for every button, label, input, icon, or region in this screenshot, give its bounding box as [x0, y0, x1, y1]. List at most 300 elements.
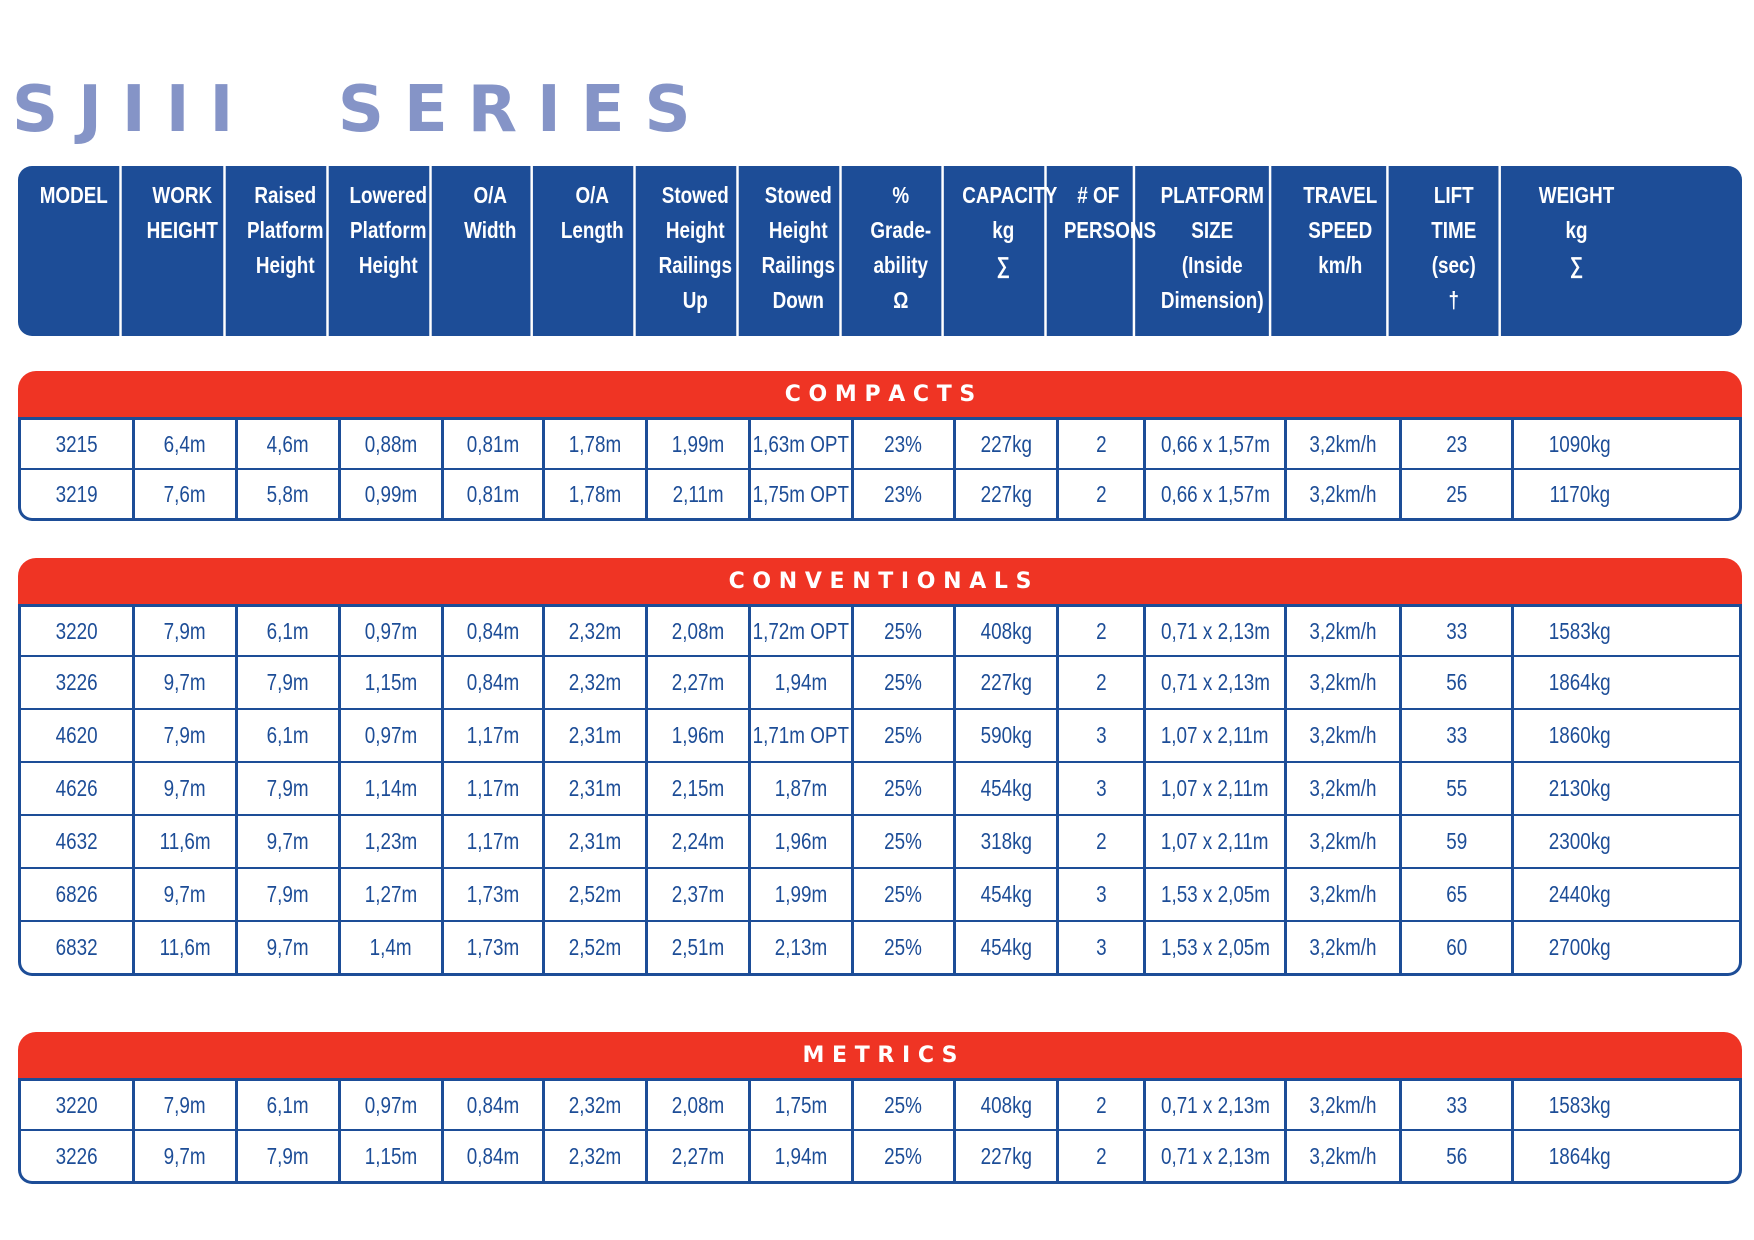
- cell-value: 1,87m: [774, 775, 828, 801]
- cell-value: 33: [1446, 722, 1467, 748]
- cell-value: 1,07 x 2,11m: [1161, 775, 1269, 801]
- table-cell: [648, 816, 751, 867]
- cell-value: 1,07 x 2,11m: [1161, 828, 1269, 854]
- table-cell: [1514, 470, 1645, 518]
- cell-value: 55: [1446, 775, 1467, 801]
- table-cell: [444, 922, 545, 973]
- table-row: [21, 761, 1739, 814]
- table-cell: [751, 420, 854, 468]
- table-cell: [1514, 922, 1645, 973]
- table-cell: [1146, 657, 1287, 708]
- table-cell: [444, 420, 545, 468]
- table-cell: [238, 1131, 341, 1181]
- table-cell: [444, 1131, 545, 1181]
- column-header: TRAVEL SPEED km/h: [1294, 166, 1388, 336]
- cell-value: 25%: [884, 934, 923, 960]
- table-cell: [341, 763, 444, 814]
- cell-value: 1,78m: [568, 480, 622, 507]
- table-cell: [545, 470, 648, 518]
- cell-value: 590kg: [980, 722, 1032, 748]
- table-cell: [854, 816, 956, 867]
- column-header: % Grade- ability Ω: [860, 166, 944, 336]
- table-cell: [751, 763, 854, 814]
- cell-value: 25%: [884, 881, 923, 907]
- cell-value: 0,71 x 2,13m: [1160, 1142, 1270, 1169]
- cell-value: 3226: [55, 1142, 98, 1169]
- table-cell: [1402, 922, 1514, 973]
- table-cell: [444, 763, 545, 814]
- table-cell: [1402, 763, 1514, 814]
- table-cell: [444, 607, 545, 655]
- cell-value: 1,99m: [774, 881, 828, 907]
- column-header: Stowed Height Railings Down: [757, 166, 841, 336]
- cell-value: 25%: [884, 617, 923, 644]
- table-cell: [1402, 1131, 1514, 1181]
- cell-value: 33: [1446, 617, 1467, 644]
- table-cell: [1287, 763, 1402, 814]
- table-cell: [444, 1081, 545, 1129]
- table-cell: [956, 922, 1059, 973]
- cell-value: 3,2km/h: [1309, 722, 1377, 748]
- table-cell: [854, 763, 956, 814]
- cell-value: 1,14m: [364, 775, 418, 801]
- cell-value: 1170kg: [1549, 480, 1610, 507]
- cell-value: 3226: [55, 669, 98, 695]
- cell-value: 3: [1095, 881, 1107, 907]
- table-cell: [444, 816, 545, 867]
- table-cell: [956, 607, 1059, 655]
- table-cell: [135, 420, 238, 468]
- cell-value: 5,8m: [267, 480, 309, 507]
- table-cell: [648, 470, 751, 518]
- cell-value: 2,15m: [671, 775, 725, 801]
- section-metrics: [18, 1032, 1742, 1184]
- table-cell: [648, 657, 751, 708]
- table-cell: [21, 1131, 135, 1181]
- cell-value: 3215: [55, 430, 98, 457]
- cell-value: 1,94m: [774, 669, 828, 695]
- cell-value: 2,32m: [568, 1142, 622, 1169]
- table-cell: [956, 657, 1059, 708]
- table-cell: [1059, 470, 1146, 518]
- table-cell: [444, 657, 545, 708]
- table-cell: [1059, 657, 1146, 708]
- table-cell: [1514, 420, 1645, 468]
- cell-value: 1,72m OPT: [752, 617, 850, 644]
- section-title: C O N V E N T I O N A L S: [728, 568, 1032, 594]
- table-cell: [238, 816, 341, 867]
- cell-value: 11,6m: [159, 828, 211, 854]
- table-cell: [1514, 1081, 1645, 1129]
- table-cell: [1059, 607, 1146, 655]
- table-cell: [751, 1131, 854, 1181]
- table-cell: [21, 420, 135, 468]
- cell-value: 2,52m: [568, 934, 622, 960]
- cell-value: 0,84m: [466, 617, 520, 644]
- cell-value: 2: [1095, 1091, 1107, 1118]
- cell-value: 3,2km/h: [1309, 934, 1377, 960]
- table-cell: [21, 922, 135, 973]
- table-cell: [1514, 763, 1645, 814]
- table-row: [21, 867, 1739, 920]
- table-cell: [444, 710, 545, 761]
- cell-value: 2: [1095, 430, 1107, 457]
- cell-value: 33: [1446, 1091, 1467, 1118]
- cell-value: 1,27m: [364, 881, 418, 907]
- cell-value: 0,97m: [364, 617, 418, 644]
- cell-value: 2,51m: [671, 934, 725, 960]
- cell-value: 0,99m: [364, 480, 418, 507]
- cell-value: 2,32m: [568, 1091, 622, 1118]
- table-cell: [1402, 657, 1514, 708]
- table-cell: [751, 922, 854, 973]
- table-cell: [1146, 816, 1287, 867]
- cell-value: 408kg: [980, 1091, 1032, 1118]
- cell-value: 59: [1446, 828, 1467, 854]
- table-row: [21, 1129, 1739, 1181]
- cell-value: 1,23m: [364, 828, 418, 854]
- cell-value: 0,71 x 2,13m: [1160, 1091, 1270, 1118]
- column-header: # OF PERSONS: [1064, 166, 1135, 336]
- table-cell: [21, 470, 135, 518]
- cell-value: 1,17m: [466, 722, 520, 748]
- table-cell: [1287, 922, 1402, 973]
- cell-value: 3,2km/h: [1309, 881, 1377, 907]
- column-header: O/A Length: [551, 166, 635, 336]
- table-cell: [1287, 816, 1402, 867]
- table-cell: [648, 869, 751, 920]
- cell-value: 0,84m: [466, 669, 520, 695]
- cell-value: 1583kg: [1548, 617, 1611, 644]
- cell-value: 408kg: [980, 617, 1032, 644]
- cell-value: 2,52m: [568, 881, 622, 907]
- section-rows: [18, 1078, 1742, 1184]
- table-cell: [1287, 710, 1402, 761]
- table-cell: [341, 657, 444, 708]
- cell-value: 0,66 x 1,57m: [1160, 480, 1270, 507]
- table-cell: [1402, 816, 1514, 867]
- cell-value: 9,7m: [267, 934, 309, 960]
- cell-value: 3,2km/h: [1309, 1091, 1377, 1118]
- table-cell: [1287, 869, 1402, 920]
- column-header: Raised Platform Height: [244, 166, 328, 336]
- cell-value: 1,17m: [466, 775, 520, 801]
- table-cell: [1402, 470, 1514, 518]
- cell-value: 0,66 x 1,57m: [1160, 430, 1270, 457]
- table-cell: [956, 1131, 1059, 1181]
- table-cell: [1287, 607, 1402, 655]
- section-title: M E T R I C S: [802, 1042, 958, 1068]
- cell-value: 1,96m: [774, 828, 828, 854]
- table-cell: [135, 710, 238, 761]
- cell-value: 7,9m: [267, 1142, 309, 1169]
- table-cell: [135, 1131, 238, 1181]
- cell-value: 318kg: [980, 828, 1032, 854]
- cell-value: 2130kg: [1548, 775, 1611, 801]
- table-cell: [1146, 1081, 1287, 1129]
- cell-value: 1,53 x 2,05m: [1160, 881, 1270, 907]
- cell-value: 0,81m: [466, 480, 520, 507]
- table-row: [21, 1078, 1739, 1129]
- cell-value: 60: [1446, 934, 1467, 960]
- cell-value: 6826: [55, 881, 98, 907]
- cell-value: 1,07 x 2,11m: [1161, 722, 1269, 748]
- cell-value: 1,96m: [671, 722, 725, 748]
- cell-value: 1,73m: [466, 881, 520, 907]
- table-cell: [341, 816, 444, 867]
- cell-value: 6832: [55, 934, 98, 960]
- cell-value: 1,75m OPT: [752, 480, 850, 507]
- table-cell: [1059, 816, 1146, 867]
- table-cell: [135, 816, 238, 867]
- cell-value: 23%: [884, 480, 923, 507]
- table-cell: [956, 710, 1059, 761]
- table-cell: [1287, 1131, 1402, 1181]
- cell-value: 23%: [884, 430, 923, 457]
- cell-value: 9,7m: [164, 775, 206, 801]
- table-cell: [238, 1081, 341, 1129]
- table-cell: [751, 816, 854, 867]
- cell-value: 4626: [55, 775, 98, 801]
- table-cell: [238, 607, 341, 655]
- cell-value: 3: [1095, 722, 1107, 748]
- cell-value: 2,24m: [671, 828, 725, 854]
- cell-value: 7,9m: [267, 775, 309, 801]
- cell-value: 25%: [884, 1142, 923, 1169]
- cell-value: 454kg: [980, 934, 1032, 960]
- table-cell: [1146, 420, 1287, 468]
- cell-value: 2,08m: [671, 617, 725, 644]
- table-cell: [1402, 869, 1514, 920]
- table-cell: [751, 470, 854, 518]
- cell-value: 4632: [55, 828, 98, 854]
- table-row: [21, 604, 1739, 655]
- cell-value: 25%: [884, 828, 923, 854]
- table-cell: [648, 420, 751, 468]
- table-cell: [341, 1081, 444, 1129]
- table-cell: [1146, 1131, 1287, 1181]
- cell-value: 2,27m: [671, 669, 725, 695]
- cell-value: 6,4m: [164, 430, 206, 457]
- table-cell: [956, 1081, 1059, 1129]
- cell-value: 11,6m: [159, 934, 211, 960]
- table-cell: [751, 869, 854, 920]
- cell-value: 227kg: [980, 1142, 1032, 1169]
- cell-value: 56: [1446, 669, 1467, 695]
- table-cell: [1514, 607, 1645, 655]
- cell-value: 1864kg: [1548, 669, 1611, 695]
- table-cell: [444, 470, 545, 518]
- column-header: WEIGHT kg ∑: [1538, 182, 1615, 278]
- cell-value: 3,2km/h: [1309, 669, 1377, 695]
- cell-value: 1864kg: [1548, 1142, 1611, 1169]
- table-cell: [21, 607, 135, 655]
- table-cell: [444, 869, 545, 920]
- table-cell: [1514, 710, 1645, 761]
- table-cell: [238, 657, 341, 708]
- cell-value: 227kg: [980, 669, 1032, 695]
- table-cell: [854, 922, 956, 973]
- table-cell: [956, 470, 1059, 518]
- cell-value: 6,1m: [267, 617, 309, 644]
- cell-value: 25%: [884, 669, 923, 695]
- table-cell: [854, 470, 956, 518]
- cell-value: 6,1m: [267, 722, 309, 748]
- table-cell: [238, 922, 341, 973]
- table-cell: [135, 657, 238, 708]
- table-cell: [135, 607, 238, 655]
- column-header: PLATFORM SIZE (Inside Dimension): [1156, 166, 1272, 336]
- table-row: [21, 814, 1739, 867]
- table-cell: [545, 763, 648, 814]
- cell-value: 2,32m: [568, 669, 622, 695]
- table-cell: [21, 869, 135, 920]
- cell-value: 1,99m: [671, 430, 725, 457]
- cell-value: 25: [1446, 480, 1467, 507]
- cell-value: 454kg: [980, 775, 1032, 801]
- cell-value: 7,9m: [164, 722, 206, 748]
- table-cell: [1146, 470, 1287, 518]
- table-cell: [1059, 710, 1146, 761]
- cell-value: 2,37m: [671, 881, 725, 907]
- cell-value: 9,7m: [267, 828, 309, 854]
- table-cell: [854, 710, 956, 761]
- table-cell: [341, 869, 444, 920]
- section-compacts: [18, 371, 1742, 521]
- table-cell: [1059, 1131, 1146, 1181]
- table-cell: [545, 1131, 648, 1181]
- cell-value: 7,9m: [267, 881, 309, 907]
- table-cell: [1514, 657, 1645, 708]
- cell-value: 0,88m: [364, 430, 418, 457]
- table-cell: [341, 607, 444, 655]
- table-cell: [751, 657, 854, 708]
- cell-value: 9,7m: [164, 881, 206, 907]
- table-cell: [1287, 1081, 1402, 1129]
- cell-value: 25%: [884, 775, 923, 801]
- cell-value: 3: [1095, 934, 1107, 960]
- cell-value: 2,32m: [568, 617, 622, 644]
- table-cell: [21, 763, 135, 814]
- column-header: Stowed Height Railings Up: [654, 166, 738, 336]
- table-cell: [21, 657, 135, 708]
- table-cell: [341, 470, 444, 518]
- cell-value: 1,73m: [466, 934, 520, 960]
- table-cell: [1146, 763, 1287, 814]
- table-cell: [545, 420, 648, 468]
- cell-value: 65: [1446, 881, 1467, 907]
- table-cell: [1059, 922, 1146, 973]
- table-cell: [1402, 710, 1514, 761]
- table-cell: [545, 816, 648, 867]
- table-cell: [135, 763, 238, 814]
- column-header: O/A Width: [450, 166, 533, 336]
- cell-value: 227kg: [980, 480, 1032, 507]
- spec-table-header: [18, 166, 1742, 336]
- table-cell: [751, 1081, 854, 1129]
- cell-value: 1,75m: [774, 1091, 828, 1118]
- table-cell: [648, 1131, 751, 1181]
- table-cell: [238, 420, 341, 468]
- table-cell: [238, 869, 341, 920]
- cell-value: 0,97m: [364, 722, 418, 748]
- table-cell: [648, 1081, 751, 1129]
- cell-value: 7,9m: [164, 1091, 206, 1118]
- cell-value: 0,84m: [466, 1091, 520, 1118]
- cell-value: 7,6m: [164, 480, 206, 507]
- section-band: [18, 558, 1742, 604]
- table-cell: [1287, 420, 1402, 468]
- cell-value: 2: [1095, 617, 1107, 644]
- table-cell: [751, 607, 854, 655]
- column-header: Lowered Platform Height: [347, 166, 431, 336]
- cell-value: 3220: [55, 617, 98, 644]
- table-cell: [341, 710, 444, 761]
- cell-value: 1,94m: [774, 1142, 828, 1169]
- column-header: LIFT TIME (sec) †: [1409, 166, 1501, 336]
- cell-value: 2700kg: [1548, 934, 1611, 960]
- table-cell: [545, 869, 648, 920]
- cell-value: 2300kg: [1548, 828, 1611, 854]
- cell-value: 23: [1446, 430, 1467, 457]
- table-cell: [1059, 420, 1146, 468]
- cell-value: 56: [1446, 1142, 1467, 1169]
- table-cell: [854, 420, 956, 468]
- cell-value: 3,2km/h: [1309, 828, 1377, 854]
- table-cell: [1287, 657, 1402, 708]
- cell-value: 2,13m: [774, 934, 828, 960]
- table-cell: [135, 869, 238, 920]
- table-cell: [956, 420, 1059, 468]
- table-cell: [648, 922, 751, 973]
- cell-value: 1090kg: [1548, 430, 1611, 457]
- cell-value: 3,2km/h: [1309, 480, 1377, 507]
- table-cell: [341, 420, 444, 468]
- table-cell: [1146, 922, 1287, 973]
- column-header: CAPACITY kg ∑: [962, 166, 1046, 336]
- cell-value: 1,71m OPT: [752, 722, 850, 748]
- table-row: [21, 468, 1739, 518]
- cell-value: 1,4m: [370, 934, 412, 960]
- section-band: [18, 371, 1742, 417]
- section-title: C O M P A C T S: [784, 381, 976, 407]
- table-cell: [21, 816, 135, 867]
- table-cell: [1402, 420, 1514, 468]
- cell-value: 9,7m: [164, 1142, 206, 1169]
- cell-value: 9,7m: [164, 669, 206, 695]
- table-cell: [545, 922, 648, 973]
- table-cell: [648, 710, 751, 761]
- cell-value: 2: [1095, 828, 1107, 854]
- cell-value: 0,97m: [364, 1091, 418, 1118]
- cell-value: 2440kg: [1548, 881, 1611, 907]
- section-rows: [18, 604, 1742, 976]
- cell-value: 1,15m: [364, 669, 418, 695]
- page-title: SJIII SERIES: [12, 73, 711, 147]
- table-cell: [1146, 869, 1287, 920]
- table-cell: [1514, 869, 1645, 920]
- table-cell: [135, 922, 238, 973]
- table-cell: [238, 470, 341, 518]
- cell-value: 2: [1095, 1142, 1107, 1169]
- cell-value: 2,31m: [568, 722, 622, 748]
- cell-value: 1,17m: [466, 828, 520, 854]
- cell-value: 2: [1095, 480, 1107, 507]
- cell-value: 0,84m: [466, 1142, 520, 1169]
- table-cell: [1402, 607, 1514, 655]
- cell-value: 454kg: [980, 881, 1032, 907]
- cell-value: 7,9m: [267, 669, 309, 695]
